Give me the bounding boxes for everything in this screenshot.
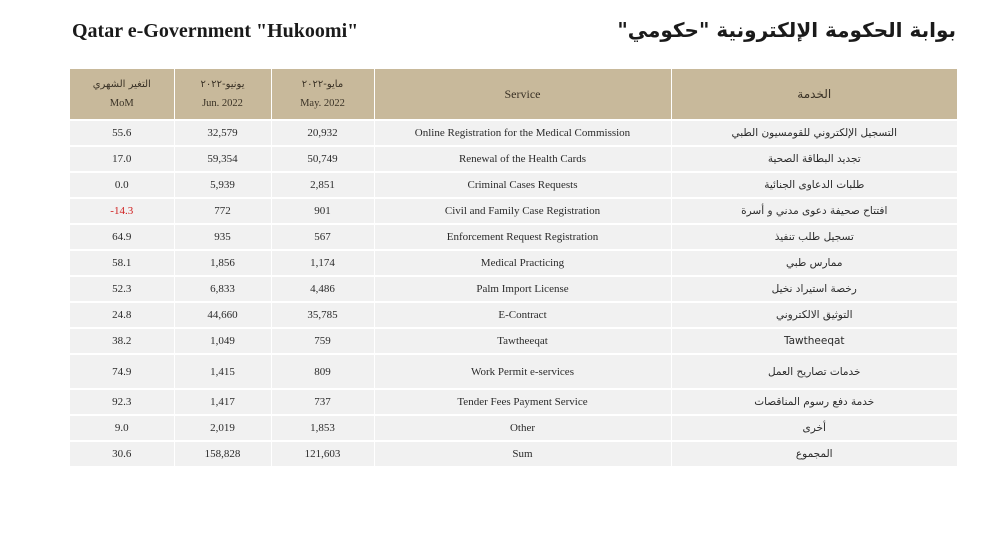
cell-service-english: Online Registration for the Medical Commission — [374, 120, 671, 146]
table-row — [70, 389, 957, 415]
cell-mom: 52.3 — [70, 276, 174, 302]
cell-service-arabic: أخرى — [671, 415, 957, 441]
cell-mom: 9.0 — [70, 415, 174, 441]
header-mom — [70, 69, 174, 120]
cell-may-2022: 1,174 — [271, 250, 374, 276]
cell-service-arabic: افتتاح صحيفة دعوى مدني و أسرة — [671, 198, 957, 224]
cell-jun-2022: 1,856 — [174, 250, 271, 276]
cell-mom: -14.3 — [70, 198, 174, 224]
cell-service-arabic: Tawtheeqat — [671, 328, 957, 354]
cell-jun-2022: 2,019 — [174, 415, 271, 441]
cell-service-arabic: ممارس طبي — [671, 250, 957, 276]
cell-mom: 92.3 — [70, 389, 174, 415]
cell-service-english: Work Permit e-services — [374, 354, 671, 389]
cell-jun-2022: 1,417 — [174, 389, 271, 415]
cell-may-2022: 567 — [271, 224, 374, 250]
table-row — [70, 198, 957, 224]
cell-jun-2022: 1,049 — [174, 328, 271, 354]
cell-jun-2022: 935 — [174, 224, 271, 250]
cell-may-2022: 901 — [271, 198, 374, 224]
cell-service-english: Civil and Family Case Registration — [374, 198, 671, 224]
table-row — [70, 146, 957, 172]
table-row — [70, 250, 957, 276]
cell-jun-2022: 772 — [174, 198, 271, 224]
cell-service-english: Renewal of the Health Cards — [374, 146, 671, 172]
cell-jun-2022: 44,660 — [174, 302, 271, 328]
cell-may-2022: 4,486 — [271, 276, 374, 302]
cell-mom: 30.6 — [70, 441, 174, 466]
cell-jun-2022: 6,833 — [174, 276, 271, 302]
cell-may-2022: 809 — [271, 354, 374, 389]
page-title-arabic: بوابة الحكومة الإلكترونية "حكومي" — [617, 18, 956, 42]
header-mom-english: MoM — [109, 98, 134, 109]
cell-mom: 0.0 — [70, 172, 174, 198]
table-row — [70, 224, 957, 250]
cell-jun-2022: 1,415 — [174, 354, 271, 389]
cell-may-2022: 35,785 — [271, 302, 374, 328]
table-row — [70, 328, 957, 354]
cell-service-english: Enforcement Request Registration — [374, 224, 671, 250]
table-row — [70, 276, 957, 302]
cell-mom: 24.8 — [70, 302, 174, 328]
cell-service-arabic: طلبات الدعاوى الجنائية — [671, 172, 957, 198]
services-table — [70, 69, 957, 466]
table-row — [70, 120, 957, 146]
table-row — [70, 441, 957, 466]
cell-mom: 17.0 — [70, 146, 174, 172]
table-header-row — [70, 69, 957, 120]
cell-service-arabic: المجموع — [671, 441, 957, 466]
cell-may-2022: 1,853 — [271, 415, 374, 441]
cell-may-2022: 20,932 — [271, 120, 374, 146]
cell-service-english: Medical Practicing — [374, 250, 671, 276]
header-mom-arabic: التغير الشهري — [92, 79, 151, 90]
cell-mom: 58.1 — [70, 250, 174, 276]
cell-mom: 74.9 — [70, 354, 174, 389]
cell-may-2022: 737 — [271, 389, 374, 415]
cell-mom: 38.2 — [70, 328, 174, 354]
header-may — [271, 69, 374, 120]
table-row — [70, 354, 957, 389]
cell-service-english: E-Contract — [374, 302, 671, 328]
cell-may-2022: 50,749 — [271, 146, 374, 172]
header-service: Service — [374, 69, 671, 120]
table-row — [70, 415, 957, 441]
cell-service-arabic: خدمة دفع رسوم المناقصات — [671, 389, 957, 415]
cell-jun-2022: 59,354 — [174, 146, 271, 172]
table-row — [70, 172, 957, 198]
cell-mom: 64.9 — [70, 224, 174, 250]
cell-may-2022: 2,851 — [271, 172, 374, 198]
cell-service-arabic: التوثيق الالكتروني — [671, 302, 957, 328]
cell-may-2022: 759 — [271, 328, 374, 354]
cell-service-arabic: تسجيل طلب تنفيذ — [671, 224, 957, 250]
cell-service-arabic: تجديد البطاقة الصحية — [671, 146, 957, 172]
cell-jun-2022: 5,939 — [174, 172, 271, 198]
cell-service-english: Tender Fees Payment Service — [374, 389, 671, 415]
header-service-arabic: الخدمة — [671, 69, 957, 120]
cell-service-arabic: خدمات تصاريح العمل — [671, 354, 957, 389]
cell-service-english: Tawtheeqat — [374, 328, 671, 354]
header-jun — [174, 69, 271, 120]
cell-mom: 55.6 — [70, 120, 174, 146]
cell-service-english: Other — [374, 415, 671, 441]
cell-jun-2022: 32,579 — [174, 120, 271, 146]
cell-jun-2022: 158,828 — [174, 441, 271, 466]
header-jun-english: Jun. 2022 — [202, 98, 243, 109]
cell-may-2022: 121,603 — [271, 441, 374, 466]
header-may-arabic: مايو-٢٠٢٢ — [301, 79, 344, 90]
table-row — [70, 302, 957, 328]
header-jun-arabic: يونيو-٢٠٢٢ — [200, 79, 245, 90]
cell-service-arabic: التسجيل الإلكتروني للقومسيون الطبي — [671, 120, 957, 146]
cell-service-english: Palm Import License — [374, 276, 671, 302]
cell-service-english: Criminal Cases Requests — [374, 172, 671, 198]
header-may-english: May. 2022 — [300, 98, 345, 109]
page-title-english: Qatar e-Government "Hukoomi" — [72, 20, 359, 42]
cell-service-arabic: رخصة استيراد نخيل — [671, 276, 957, 302]
cell-service-english: Sum — [374, 441, 671, 466]
